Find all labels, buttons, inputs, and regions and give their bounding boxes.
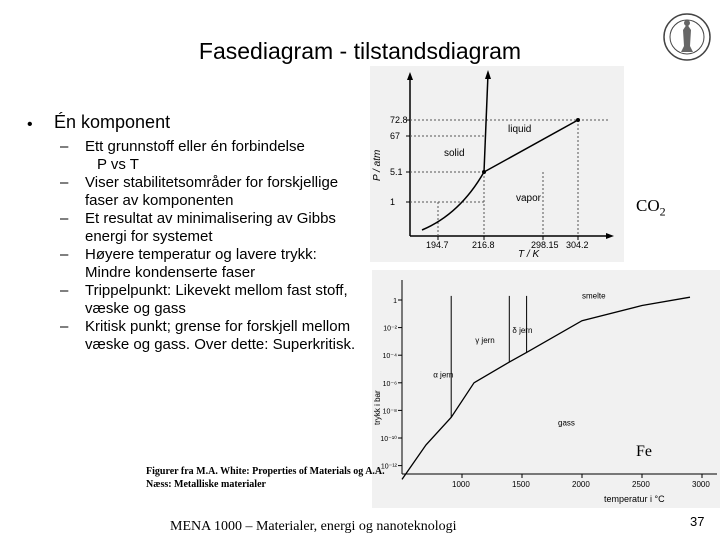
- x-tick-label: 194.7: [426, 240, 449, 250]
- y-axis-label: P / atm: [372, 149, 383, 181]
- y-tick-label: 1: [393, 298, 397, 305]
- list-item: – Trippelpunkt: Likevekt mellom fast stoff, væske og gass: [60, 282, 348, 317]
- critical-point: [576, 118, 580, 122]
- x-tick-label: 298.15: [531, 240, 559, 250]
- iron-phase-diagram: [372, 270, 720, 508]
- region-label: γ jern: [475, 335, 495, 345]
- list-item: – Et resultat av minimalisering av Gibbs energi for systemet: [60, 210, 336, 245]
- footer: MENA 1000 – Materialer, energi og nanoteknologi: [170, 519, 457, 534]
- list-item: – Høyere temperatur og lavere trykk: Mindre kondenserte faser: [60, 246, 317, 281]
- list-item: – Kritisk punkt; grense for forskjell mellom væske og gass. Over dette: Superkritisk.: [60, 318, 356, 353]
- y-tick-label: 67: [390, 131, 401, 141]
- bullet-marker: •: [27, 116, 33, 133]
- y-tick-label: 5.1: [390, 167, 403, 177]
- y-tick-label: 10⁻¹²: [380, 463, 397, 471]
- main-bullet: Én komponent: [54, 112, 171, 132]
- x-axis-label: temperatur i °C: [604, 494, 665, 504]
- y-tick-label: 10⁻²: [383, 325, 397, 333]
- y-axis-label: trykk i bar: [373, 390, 382, 425]
- x-tick-label: 1500: [512, 480, 530, 489]
- co2-label: $CO_2$: [636, 196, 666, 219]
- region-label-liquid: liquid: [508, 124, 532, 135]
- x-tick-label: 1000: [452, 480, 470, 489]
- page-number: 37: [690, 514, 705, 529]
- list-item: P vs T: [97, 156, 139, 173]
- x-tick-label: 304.2: [566, 240, 589, 250]
- co2-phase-diagram: [370, 66, 624, 262]
- region-label: δ jern: [512, 326, 533, 336]
- x-tick-label: 216.8: [472, 240, 495, 250]
- y-tick-label: 10⁻¹⁰: [380, 436, 397, 443]
- region-label-solid: solid: [444, 148, 465, 159]
- region-label: α jern: [433, 370, 454, 380]
- x-tick-label: 3000: [692, 480, 710, 489]
- y-tick-label: 72.8: [390, 115, 408, 125]
- page-title: Fasediagram - tilstandsdiagram: [198, 38, 522, 64]
- x-tick-label: 2500: [632, 480, 650, 489]
- x-tick-label: 2000: [572, 480, 590, 489]
- region-label-vapor: vapor: [516, 193, 542, 204]
- y-tick-label: 1: [390, 197, 396, 207]
- fe-label: Fe: [636, 443, 652, 460]
- sub-bullet-list: [60, 138, 360, 354]
- figure-credit: Figurer fra M.A. White: Properties of Materials og A.A. Næss: Metalliske materialer: [146, 466, 385, 490]
- region-label: gass: [558, 418, 575, 428]
- y-tick-label: 10⁻⁸: [382, 408, 397, 416]
- triple-point: [482, 170, 486, 174]
- list-item: – Ett grunnstoff eller én forbindelse: [60, 138, 305, 155]
- region-label: smelte: [582, 291, 606, 301]
- y-tick-label: 10⁻⁴: [382, 353, 397, 361]
- x-axis-label: T / K: [518, 249, 540, 260]
- y-tick-label: 10⁻⁶: [382, 380, 397, 388]
- list-item: – Viser stabilitetsområder for forskjellige faser av komponenten: [60, 174, 339, 209]
